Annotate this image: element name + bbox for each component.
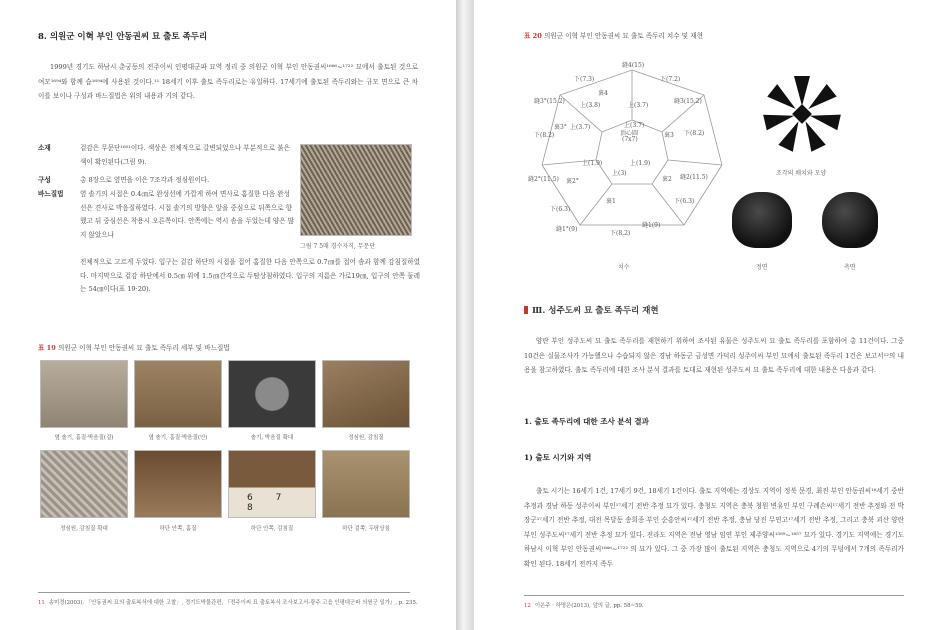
photo-7: [228, 450, 316, 518]
spec-row-structure: [38, 174, 298, 188]
diagram-label: 縫2°(11.5): [528, 176, 559, 183]
diagram-label: 下(8.2): [610, 230, 631, 237]
diagram-label: 裏2°: [566, 178, 579, 185]
photo-2: [134, 360, 222, 428]
table-number: 표 19: [38, 344, 56, 352]
diagram-label: 上(3.7): [570, 124, 591, 131]
spec-row-sewing: [38, 188, 298, 258]
diagram-label: 下(8.2): [534, 132, 555, 139]
motif-center: [792, 104, 812, 124]
footnote-text: 송미경(2003). 「안동권씨 묘의 출토복식에 대한 고찰」, 경기도박물관편, 『전주이씨 묘 출토복식 조사보고서-광주 고읍 인평대군파 의원군 일가』, p. 235.: [48, 600, 418, 606]
diagram-label: 縫1(9): [642, 222, 661, 229]
photo-4-caption: 정심원, 감침질: [348, 435, 384, 441]
diagram-label: 下(6.3): [674, 198, 695, 205]
section-heading-text: Ⅲ. 성주도씨 묘 출토 족두리 재현: [532, 306, 659, 316]
diagram-label: 裏3°: [554, 124, 567, 131]
diagram-label: 裏1: [606, 198, 616, 205]
photo-1: [40, 360, 128, 428]
spec-key: 바느질법: [38, 190, 64, 198]
left-page: [0, 0, 456, 630]
footnote-number: 11: [38, 600, 45, 606]
photo-5-caption: 정심원, 감침질 확대: [60, 526, 108, 532]
pattern-diagram: [534, 60, 730, 240]
diagram-label: 縫3(15.2): [674, 98, 702, 105]
replica-front-photo: [732, 192, 792, 248]
photo-1-caption: 옆 솔기, 홈질·박음질(겉): [54, 435, 114, 441]
footnote-rule: [38, 592, 410, 593]
spec-value: 옆 솔기의 시접은 0.4㎝로 완성선에 가깝게 하여 면사로 홈질한 다음 완성선은 견사로 박음질하였다. 시접 솔기의 방향은 앞을 중심으로 뒤쪽으로 향했고 뒤 중심선은 착용시 오른쪽이다. 안쪽에는 역시 솜을 두었는데 양은 많지 않았으나: [80, 190, 295, 239]
photo-5: [40, 450, 128, 518]
photo-2-caption: 옆 솔기, 홈질·박음질(안): [148, 435, 208, 441]
intro-paragraph: 1999년 경기도 하남시 춘궁동의 전주이씨 인평대군파 묘역 정리 중 의원군 이혁 부인 안동권씨¹⁶⁶⁶~¹⁷²² 묘에서 출토된 것으로 여모¹⁶⁹⁴와 함께 습¹⁶⁹⁴에 사용된 것이다.¹¹ 18세기 이후 출토 족두리로는 유일하다. 17세기에 출토된 족두리와는 규모 면으로 큰 차이를 보이나 구성과 바느질법은 위의 내용과 거의 같다.: [38, 63, 418, 100]
diagram-label: 上(1.9): [630, 160, 651, 167]
table-20-caption: [524, 30, 703, 40]
table-19-caption: [38, 342, 230, 352]
diagram-label: 上(3): [612, 170, 627, 177]
footnote-text: 이은주 · 하명은(2013), 앞의 글, pp. 58~59.: [534, 603, 644, 609]
diagram-label: (7x7): [622, 136, 638, 143]
spec-continuation: 전체적으로 고르게 두었다. 입구는 겉감 하단의 시접을 접어 홈질한 다음 안쪽으로 0.7㎝를 접어 솜과 함께 감침질하였다. 마지막으로 겉감 하단에서 0.5㎝ 위에 1.5㎝간격으로 두땀상침하였다. 입구의 지름은 가로19㎝, 입구의 안쪽 둘레는 54㎝이다(표 19·20).: [80, 258, 420, 293]
table-number: 표 20: [524, 32, 542, 40]
subsection-heading-2: 1) 출토 시기와 지역: [524, 453, 592, 462]
diagram-label: 頂心圓: [620, 130, 639, 137]
diagram-label: 縫2(11.5): [680, 174, 708, 181]
book-gutter: [456, 0, 474, 630]
diagram-label: 裏2: [662, 176, 672, 183]
front-caption: 정면: [756, 264, 768, 271]
spec-key: 구성: [38, 176, 51, 184]
section-paragraph: 양란 부인 성주도씨 묘 출토 족두리를 재현하기 위하여 조사된 유물은 성주도씨 묘 출토 족두리를 포함하여 총 11건이다. 그중 10건은 실물조사가 가능했으나 수습되지 않은 경남 하동군 금성면 가덕리 성주이씨 부인 묘에서 출토된 족두리 1건은 보고서¹²의 내용을 참고하였다. 출토 족두리에 대한 조사 분석 결과를 토대로 재현된 성주도씨 묘 출토 족두리에 대한 내용은 다음과 같다.: [524, 337, 904, 374]
footnote-11: [38, 599, 418, 608]
motif-petal: [794, 76, 810, 106]
replica-side-photo: [822, 192, 878, 248]
photo-7-caption: 하단 안쪽, 감침질: [250, 526, 294, 532]
ruler-numbers: 6 7 8: [247, 493, 292, 513]
seam-lines: [542, 70, 722, 225]
motif-shape: [760, 72, 844, 156]
spec-value: 겉감은 무문단¹⁶⁰¹이다. 색상은 전체적으로 갈변되었으나 부분적으로 붉은색이 확인된다(그림 9).: [80, 144, 290, 166]
photo-8-caption: 하단 겉쪽, 두땀상침: [342, 526, 390, 532]
photo-3-caption: 솔기, 박음질 확대: [250, 435, 294, 441]
diagram-label: 下(7.2): [660, 76, 681, 83]
footnote-number: 12: [524, 603, 531, 609]
spec-key: 소재: [38, 144, 51, 152]
diagram-label: 下(7.3): [574, 76, 595, 83]
table-title: 의원군 이혁 부인 안동권씨 묘 출토 족두리 세부 및 바느질법: [57, 344, 230, 352]
photo-6-caption: 하단 안쪽, 홈질: [159, 526, 197, 532]
diagram-label: 上(1.9): [582, 160, 603, 167]
subsection-heading-1: 1. 출토 족두리에 대한 조사 분석 결과: [524, 417, 649, 426]
spec-row-material: [38, 142, 298, 170]
section-heading: [524, 304, 659, 316]
photo-4: [322, 360, 410, 428]
motif-petal: [763, 108, 796, 130]
spec-value: 총 8장으로 옆면을 이은 7조각과 정심원이다.: [80, 176, 210, 184]
diagram-label: 縫3°(15.2): [534, 98, 565, 105]
photo-6: [134, 450, 222, 518]
diagram-caption: 치수: [618, 264, 630, 271]
diagram-label: 上(3.8): [580, 102, 601, 109]
diagram-label: 縫1°(9): [556, 226, 578, 233]
right-page: [474, 0, 936, 630]
diagram-label: 上(3.7): [628, 102, 649, 109]
figure-caption: 그림 7 5매 경수자직, 무문단: [300, 243, 376, 250]
fabric-photo: [300, 144, 412, 236]
footnote-12: [524, 602, 904, 611]
section-heading: 8. 의원군 이혁 부인 안동권씨 묘 출토 족두리: [38, 32, 208, 42]
photo-3: [228, 360, 316, 428]
diagram-label: 下(8.2): [684, 130, 705, 137]
diagram-label: 裏3: [664, 132, 674, 139]
heading-marker: [524, 306, 528, 314]
table-title: 의원군 이혁 부인 안동권씨 묘 출토 족두리 치수 및 재현: [543, 32, 703, 40]
photo-8: [322, 450, 410, 518]
side-caption: 측면: [844, 264, 856, 271]
motif-caption: 조각의 배치와 모양: [776, 170, 827, 177]
footnote-rule: [524, 595, 904, 596]
diagram-label: 上(3.7): [624, 122, 645, 129]
diagram-label: 下(6.3): [550, 206, 571, 213]
diagram-label: 縫4(15): [622, 62, 645, 69]
era-paragraph: 출토 시기는 16세기 1건, 17세기 9건, 18세기 1건이다. 출토 지역에는 경상도 지역이 정북 문경, 최진 부인 안동권씨¹⁶세기 중반 추정과 경남 하동 성주이씨 부인¹⁷세기 전반 추정 묘가 있다. 충청도 지역은 충북 청원 변유인 부인 구례손씨¹⁷세기 전반 추정와 전 박장군¹⁷세기 전반 추정, 대전 목달동 송희종 부인 순흥안씨¹⁷세기 전반 추정, 충남 당진 무연고¹⁷세기 전반 추정, 그리고 충북 괴산 양란 부인 성주도씨¹⁷세기 전반 추정 묘가 있다. 전라도 지역은 전남 영남 임연 부인 제주양씨¹⁵⁸⁹~¹⁶⁵⁷ 묘가 있다. 경기도 지역에는 경기도 하남시 이혁 부인 안동권씨¹⁶⁶⁶~¹⁷²² 의 묘가 있다. 그 중 가장 많이 출토된 지역은 충청도 지역으로 4기의 무덤에서 7개의 족두리가 확인 된다. 18세기 전까지 족두: [524, 487, 904, 568]
motif-petal: [808, 108, 841, 130]
diagram-label: 裏4: [598, 90, 608, 97]
